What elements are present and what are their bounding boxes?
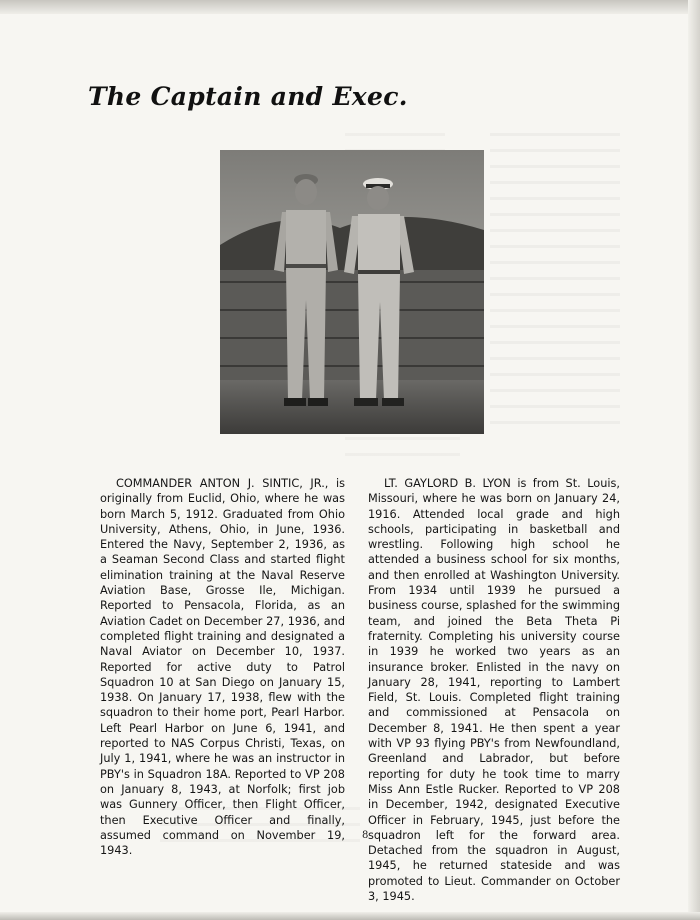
officers-photo: [220, 150, 484, 434]
page-edge-top: [0, 0, 700, 14]
exec-officer-bio: [368, 476, 620, 904]
photo-two-officers-icon: [220, 150, 484, 434]
show-through-text-right: [490, 126, 620, 426]
commander-bio: [100, 476, 345, 858]
page-edge-bottom: [0, 912, 700, 920]
page-edge-right: [688, 0, 700, 920]
page-title: The Captain and Exec.: [88, 82, 408, 111]
commander-bio-text: COMMANDER ANTON J. SINTIC, JR., is originally from Euclid, Ohio, where he was born March 5, 1912. Graduated from Ohio University, Athens, Ohio, in June, 1936. Entered the Navy, September 2, 1936, as a Seaman Second Class and started flight elimination training at the Naval Reserve Aviation Base, Grosse Ile, Michigan. Reported to Pensacola, Florida, as an Aviation Cadet on December 27, 1936, and completed flight training and designated a Naval Aviator on December 10, 1937. Reported for active duty to Patrol Squadron 10 at San Diego on January 15, 1938. On January 17, 1938, flew with the squadron to their home port, Pearl Harbor. Left Pearl Harbor on June 6, 1941, and reported to NAS Corpus Christi, Texas, on July 1, 1941, where he was an instructor in PBY's in Squadron 18A. Reported to VP 208 on January 8, 1943, at Norfolk; first job was Gunnery Officer, then Flight Officer, then Executive Officer and finally, assumed command on November 19, 1943.: [100, 477, 345, 858]
exec-officer-bio-text: LT. GAYLORD B. LYON is from St. Louis, Missouri, where he was born on January 24, 1916. Attended local grade and high schools, participating in basketball and wrestling. Following high school he attended a business school for six months, and then enrolled at Washington University. From 1934 until 1939 he pursued a business course, splashed for the swimming team, and joined the Beta Theta Pi fraternity. Completing his university course in 1939 he worked two years as an insurance broker. Enlisted in the navy on January 28, 1941, reporting to Lambert Field, St. Louis. Completed flight training and commissioned at Pensacola on December 8, 1941. He then spent a year with VP 93 flying PBY's from Newfoundland, Greenland and Labrador, but before reporting for duty he took time to marry Miss Ann Estle Rucker. Reported to VP 208 in December, 1942, designated Executive Officer in February, 1945, just before the squadron left for the forward area. Detached from the squadron in August, 1945, he returned stateside and was promoted to Lieut. Commander on October 3, 1945.: [368, 477, 620, 904]
show-through-title: [455, 90, 463, 120]
page-number: 8: [362, 830, 369, 841]
